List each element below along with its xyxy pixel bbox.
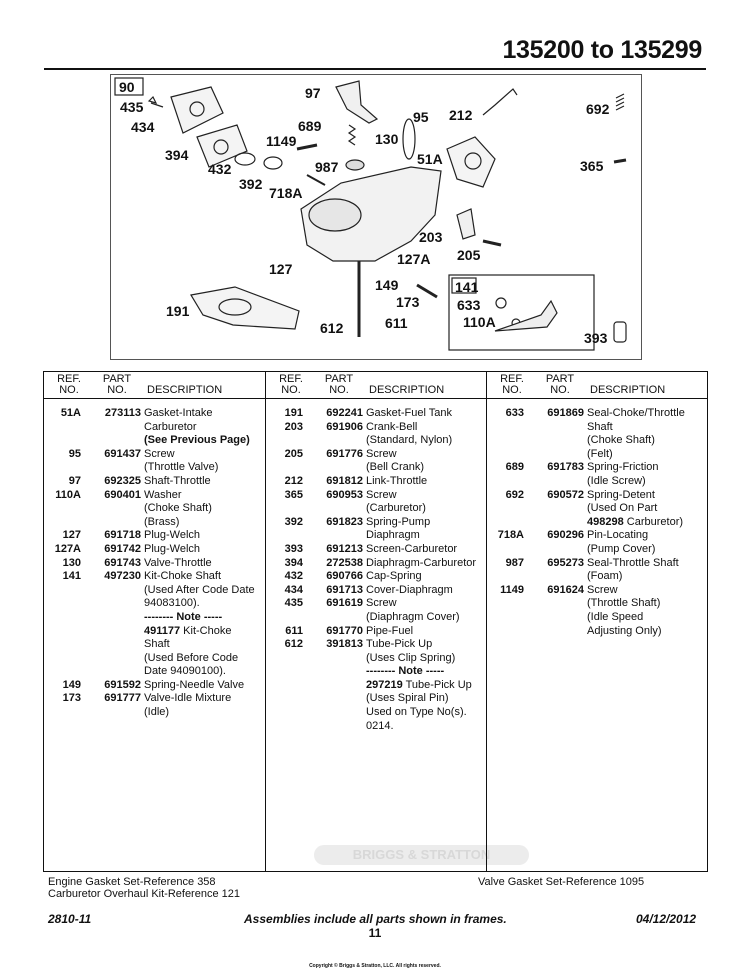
part-description: (Brass) xyxy=(144,515,180,528)
part-description: Screw xyxy=(366,597,397,610)
part-description: (Carburetor) xyxy=(366,502,426,515)
label-frame-90: 90 xyxy=(119,79,135,95)
part-description: (Bell Crank) xyxy=(366,461,425,474)
parts-column-2 xyxy=(265,372,487,871)
table-row xyxy=(266,692,487,706)
part-description xyxy=(587,516,708,530)
table-row xyxy=(487,448,708,462)
part-number: 691437 xyxy=(104,447,141,460)
part-description: -------- Note ----- xyxy=(144,610,223,623)
table-row xyxy=(266,448,487,462)
ref-number: 127A xyxy=(54,542,81,555)
ref-number: 392 xyxy=(284,515,303,528)
part-description: Screw xyxy=(144,447,175,460)
part-number: 691713 xyxy=(326,583,363,596)
part-number: 692325 xyxy=(104,474,141,487)
part-description: Valve-Idle Mixture xyxy=(144,692,232,705)
ref-number: 692 xyxy=(505,488,524,501)
label-191: 191 xyxy=(166,303,190,319)
part-description: Tube-Pick Up xyxy=(366,638,433,651)
part-191-shape xyxy=(191,287,299,329)
part-description: (Throttle Valve) xyxy=(144,461,219,474)
table-row xyxy=(44,597,265,611)
table-row xyxy=(44,665,265,679)
engine-gasket-note: Engine Gasket Set-Reference 358 xyxy=(48,876,216,888)
part-number: 691777 xyxy=(104,692,141,705)
part-number: 497230 xyxy=(104,570,141,583)
part-number: 690953 xyxy=(326,488,363,501)
table-row xyxy=(487,584,708,598)
part-number: 690401 xyxy=(104,488,141,501)
table-row xyxy=(487,434,708,448)
label-987: 987 xyxy=(315,159,339,175)
ref-number: 212 xyxy=(284,474,303,487)
part-description: Spring-Needle Valve xyxy=(144,678,245,691)
part-number: 691592 xyxy=(104,678,141,691)
part-number: 691869 xyxy=(547,407,584,419)
ref-number: 365 xyxy=(284,488,303,501)
part-689-shape xyxy=(349,125,355,145)
part-description: (Idle Speed xyxy=(587,610,644,623)
table-row xyxy=(266,489,487,503)
table-row xyxy=(266,421,487,435)
part-365-shape xyxy=(614,160,626,162)
label-110A: 110A xyxy=(463,314,496,330)
table-row xyxy=(266,516,487,530)
part-description xyxy=(144,625,265,639)
part-description: (Uses Spiral Pin) xyxy=(366,692,449,705)
part-description: Pin-Locating xyxy=(587,529,649,542)
part-number: 691823 xyxy=(326,515,363,528)
part-633-shape xyxy=(496,298,506,308)
table-row xyxy=(44,679,265,693)
part-description: Diaphragm xyxy=(366,529,420,542)
part-number: 690572 xyxy=(547,488,584,501)
table-row xyxy=(266,461,487,475)
part-number: 691776 xyxy=(326,447,363,460)
part-description: Link-Throttle xyxy=(366,474,428,487)
table-row xyxy=(487,570,708,584)
exploded-diagram xyxy=(110,74,642,360)
part-718A-shape xyxy=(307,175,325,185)
parts-column-3 xyxy=(486,372,708,871)
table-row xyxy=(266,434,487,448)
part-number: 692241 xyxy=(326,407,363,419)
ref-number: 1149 xyxy=(500,583,524,596)
label-432: 432 xyxy=(208,161,232,177)
ref-number: 110A xyxy=(55,488,81,501)
ref-no-header: REF. NO. xyxy=(500,373,524,396)
ref-number: 612 xyxy=(284,638,303,651)
table-row xyxy=(44,584,265,598)
table-row xyxy=(44,489,265,503)
table-row xyxy=(487,557,708,571)
part-description: (Used Before Code xyxy=(144,651,239,664)
choke-shaft-shape xyxy=(495,301,557,331)
outside-parts-drawing xyxy=(612,90,672,360)
part-number: 391813 xyxy=(326,638,363,651)
table-row xyxy=(44,611,265,625)
part-description: Kit-Choke Shaft xyxy=(144,570,222,583)
part-description: Cover-Diaphragm xyxy=(366,583,453,596)
table-row xyxy=(266,652,487,666)
column-header xyxy=(44,372,265,399)
part-1149-shape xyxy=(297,145,317,149)
assemblies-note: Assemblies include all parts shown in frames. xyxy=(244,912,507,926)
part-description: (Used After Code Date xyxy=(144,583,255,596)
ref-number: 718A xyxy=(497,529,524,542)
part-130-shape xyxy=(403,119,415,159)
table-row xyxy=(266,625,487,639)
ref-number: 633 xyxy=(505,407,524,419)
label-612: 612 xyxy=(320,320,344,336)
table-row xyxy=(266,407,487,421)
page-title: 135200 to 135299 xyxy=(502,36,702,64)
table-row xyxy=(487,529,708,543)
table-row xyxy=(266,543,487,557)
table-row xyxy=(266,720,487,734)
part-number: 691812 xyxy=(326,474,363,487)
table-row xyxy=(266,706,487,720)
table-row xyxy=(487,475,708,489)
table-row xyxy=(487,407,708,421)
ref-number: 205 xyxy=(284,447,303,460)
part-number: 695273 xyxy=(547,556,584,569)
ref-number: 130 xyxy=(62,556,81,569)
rows-col3 xyxy=(487,399,708,638)
part-no-header: PART NO. xyxy=(102,373,132,396)
table-row xyxy=(44,434,265,448)
ref-number: 393 xyxy=(284,542,303,555)
part-description: (Used On Part xyxy=(587,502,658,515)
part-description: (Throttle Shaft) xyxy=(587,597,661,610)
table-row xyxy=(266,475,487,489)
description-header: DESCRIPTION xyxy=(369,384,445,396)
table-row xyxy=(266,529,487,543)
label-434: 434 xyxy=(131,119,155,135)
ref-number: 987 xyxy=(505,556,524,569)
label-149: 149 xyxy=(375,277,399,293)
table-row xyxy=(266,665,487,679)
ref-no-header: REF. NO. xyxy=(57,373,81,396)
part-description: (Pump Cover) xyxy=(587,542,656,555)
label-392: 392 xyxy=(239,176,263,192)
label-173: 173 xyxy=(396,294,420,310)
part-description: Spring-Friction xyxy=(587,461,659,474)
part-description: Date 94090100). xyxy=(144,665,226,678)
part-number: 691743 xyxy=(104,556,141,569)
part-97-shape xyxy=(336,81,377,123)
header-rule xyxy=(44,68,706,70)
part-692-shape xyxy=(616,94,624,110)
table-row xyxy=(44,529,265,543)
ref-number: 141 xyxy=(62,570,81,583)
table-row xyxy=(44,543,265,557)
part-number: 691770 xyxy=(326,624,363,637)
valve-gasket-note: Valve Gasket Set-Reference 1095 xyxy=(478,876,645,888)
ref-number: 394 xyxy=(284,556,303,569)
part-description: Gasket-Intake xyxy=(144,407,213,419)
part-description: Gasket-Fuel Tank xyxy=(366,407,453,419)
part-392-shape xyxy=(264,157,282,169)
part-description: Spring-Pump xyxy=(366,515,431,528)
part-description: Shaft xyxy=(587,420,613,433)
table-row xyxy=(44,570,265,584)
label-127A: 127A xyxy=(397,251,431,267)
table-row xyxy=(266,584,487,598)
table-row xyxy=(487,421,708,435)
ref-number: 127 xyxy=(62,529,81,542)
part-description: Pipe-Fuel xyxy=(366,624,414,637)
part-description: (Idle) xyxy=(144,706,170,719)
table-row xyxy=(44,502,265,516)
part-number: 272538 xyxy=(326,556,363,569)
part-435-shape xyxy=(149,97,163,107)
label-212: 212 xyxy=(449,107,473,123)
label-130: 130 xyxy=(375,131,399,147)
part-description: (Standard, Nylon) xyxy=(366,434,453,447)
part-description: Crank-Bell xyxy=(366,420,418,433)
table-row xyxy=(44,706,265,720)
part-description: Plug-Welch xyxy=(144,542,201,555)
part-description: Shaft-Throttle xyxy=(144,474,211,487)
part-description: (Choke Shaft) xyxy=(144,502,212,515)
label-95: 95 xyxy=(413,109,429,125)
part-203-shape xyxy=(457,209,475,239)
table-row xyxy=(44,475,265,489)
part-description: Screw xyxy=(366,447,397,460)
part-51A-shape xyxy=(447,137,495,187)
parts-column-1 xyxy=(44,372,265,871)
part-number: 273113 xyxy=(104,407,141,419)
part-number: 691624 xyxy=(547,583,584,596)
table-row xyxy=(44,692,265,706)
label-689: 689 xyxy=(298,118,322,134)
description-header: DESCRIPTION xyxy=(147,384,223,396)
part-description: Shaft xyxy=(144,638,170,651)
label-51A: 51A xyxy=(417,151,443,167)
ref-number: 203 xyxy=(284,420,303,433)
referenced-part-number: 297219 xyxy=(366,678,403,691)
table-row xyxy=(44,557,265,571)
part-987-shape xyxy=(346,160,364,170)
ref-number: 689 xyxy=(505,461,524,474)
table-row xyxy=(487,543,708,557)
table-row xyxy=(487,597,708,611)
ref-no-header: REF. NO. xyxy=(279,373,303,396)
ref-number: 173 xyxy=(62,692,81,705)
table-row xyxy=(44,461,265,475)
part-description: Seal-Choke/Throttle xyxy=(587,407,685,419)
part-173-shape xyxy=(417,285,437,297)
part-432-shape xyxy=(235,153,255,165)
description-text: Carburetor) xyxy=(623,515,684,528)
label-205: 205 xyxy=(457,247,481,263)
label-127: 127 xyxy=(269,261,293,277)
part-description: Screw xyxy=(366,488,397,501)
carburetor-drawing xyxy=(111,75,641,359)
label-frame-141: 141 xyxy=(455,279,479,295)
part-description: 0214. xyxy=(366,719,394,732)
part-number: 691718 xyxy=(104,529,141,542)
doc-code: 2810-11 xyxy=(48,912,92,926)
label-394: 394 xyxy=(165,147,189,163)
part-number: 691213 xyxy=(326,542,363,555)
part-description xyxy=(366,679,487,693)
table-row xyxy=(487,611,708,625)
label-365: 365 xyxy=(580,158,604,174)
table-row xyxy=(266,597,487,611)
table-row xyxy=(266,570,487,584)
table-row xyxy=(487,502,708,516)
part-description: Seal-Throttle Shaft xyxy=(587,556,679,569)
part-number: 690296 xyxy=(547,529,584,542)
rows-col1 xyxy=(44,399,265,720)
parts-table xyxy=(43,371,708,872)
part-description: Washer xyxy=(144,488,182,501)
table-row xyxy=(487,489,708,503)
part-no-header: PART NO. xyxy=(324,373,354,396)
ref-number: 434 xyxy=(284,583,303,596)
ref-number: 432 xyxy=(284,570,303,583)
part-number: 691783 xyxy=(547,461,584,474)
part-description: (Diaphragm Cover) xyxy=(366,610,460,623)
part-no-header: PART NO. xyxy=(545,373,575,396)
table-row xyxy=(44,625,265,639)
table-row xyxy=(44,516,265,530)
part-205-shape xyxy=(483,241,501,245)
table-row xyxy=(44,638,265,652)
carb-kit-note: Carburetor Overhaul Kit-Reference 121 xyxy=(48,888,240,900)
table-row xyxy=(487,516,708,530)
ref-number: 97 xyxy=(68,474,81,487)
part-number: 690766 xyxy=(326,570,363,583)
part-description: Used on Type No(s). xyxy=(366,706,467,719)
part-description: Screen-Carburetor xyxy=(366,542,458,555)
label-393: 393 xyxy=(584,330,608,346)
part-393-shape xyxy=(614,322,626,342)
description-header: DESCRIPTION xyxy=(590,384,666,396)
table-row xyxy=(44,407,265,421)
label-97: 97 xyxy=(305,85,321,101)
part-description: (Foam) xyxy=(587,570,623,583)
table-row xyxy=(44,421,265,435)
label-611: 611 xyxy=(385,315,408,331)
label-435: 435 xyxy=(120,99,144,115)
table-row xyxy=(266,638,487,652)
part-description: Screw xyxy=(587,583,618,596)
ref-number: 191 xyxy=(284,407,303,419)
referenced-part-number: 498298 xyxy=(587,515,624,528)
part-description: Spring-Detent xyxy=(587,488,655,501)
table-row xyxy=(44,448,265,462)
part-description: (Felt) xyxy=(587,447,613,460)
column-header xyxy=(266,372,487,399)
label-692: 692 xyxy=(586,101,610,117)
part-description: Plug-Welch xyxy=(144,529,201,542)
part-description: Cap-Spring xyxy=(366,570,422,583)
part-description: Valve-Throttle xyxy=(144,556,212,569)
column-header xyxy=(487,372,708,399)
table-row xyxy=(266,611,487,625)
table-row xyxy=(44,652,265,666)
ref-number: 51A xyxy=(60,407,81,419)
part-description: (Idle Screw) xyxy=(587,474,646,487)
print-date: 04/12/2012 xyxy=(636,912,697,926)
part-number: 691742 xyxy=(104,542,141,555)
ref-number: 149 xyxy=(62,678,81,691)
label-1149: 1149 xyxy=(266,133,297,149)
label-203: 203 xyxy=(419,229,443,245)
part-description: (Uses Clip Spring) xyxy=(366,651,456,664)
part-description: 94083100). xyxy=(144,597,200,610)
watermark-logo: BRIGGS & STRATTON xyxy=(314,845,529,865)
description-text: Tube-Pick Up xyxy=(402,678,472,691)
page-number: 11 xyxy=(368,926,382,940)
table-row xyxy=(266,679,487,693)
part-434-shape xyxy=(171,87,223,133)
ref-number: 95 xyxy=(68,447,81,460)
part-description: Adjusting Only) xyxy=(587,624,662,637)
part-description: (See Previous Page) xyxy=(144,434,250,447)
ref-number: 611 xyxy=(285,624,303,637)
referenced-part-number: 491177 xyxy=(144,624,181,637)
ref-number: 435 xyxy=(284,597,303,610)
description-text: Kit-Choke xyxy=(180,624,232,637)
part-description: (Choke Shaft) xyxy=(587,434,655,447)
copyright: Copyright © Briggs & Stratton, LLC. All rights reserved. xyxy=(309,963,441,969)
table-row xyxy=(487,625,708,639)
part-description: Carburetor xyxy=(144,420,197,433)
rows-col2 xyxy=(266,399,487,733)
part-212-shape xyxy=(483,89,517,115)
part-description: Diaphragm-Carburetor xyxy=(366,556,477,569)
part-number: 691619 xyxy=(326,597,363,610)
part-description: -------- Note ----- xyxy=(366,665,445,678)
label-633: 633 xyxy=(457,297,481,313)
table-row xyxy=(266,557,487,571)
table-row xyxy=(266,502,487,516)
part-number: 691906 xyxy=(326,420,363,433)
table-row xyxy=(487,461,708,475)
label-718A: 718A xyxy=(269,185,303,201)
